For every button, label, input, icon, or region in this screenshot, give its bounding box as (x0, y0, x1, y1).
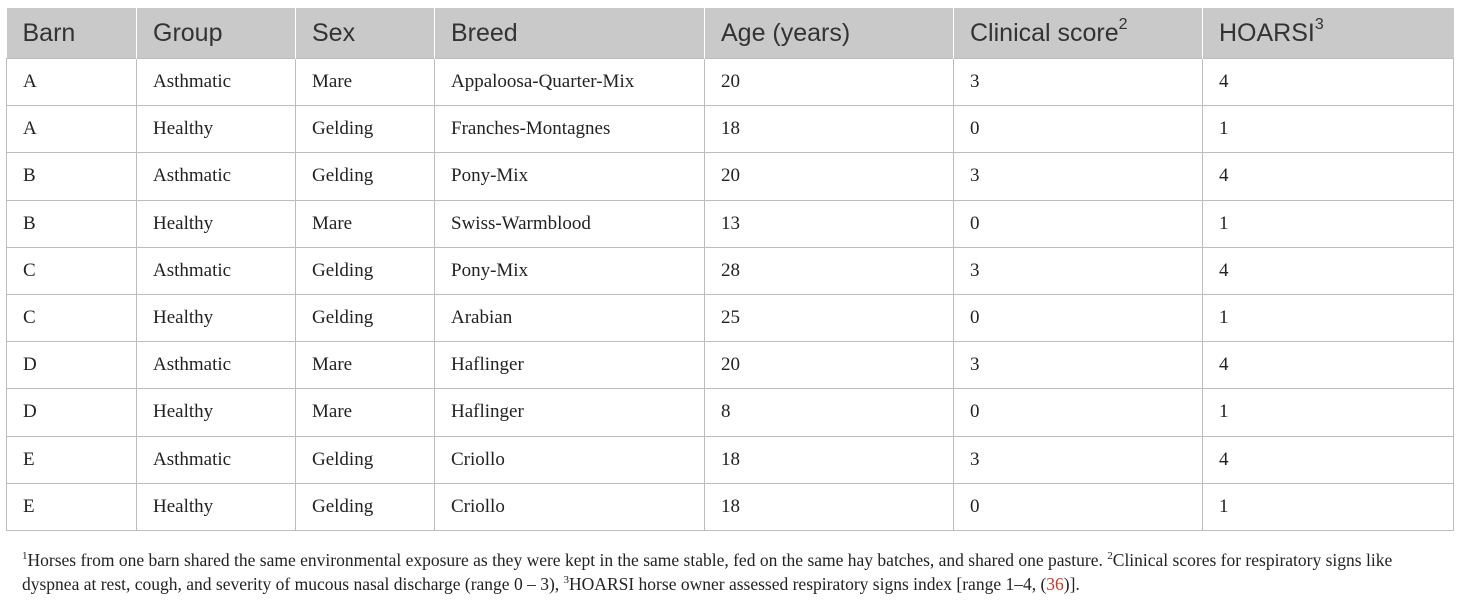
table-cell: Appaloosa-Quarter-Mix (435, 59, 705, 106)
table-cell: Swiss-Warmblood (435, 200, 705, 247)
table-cell: 1 (1203, 483, 1454, 530)
table-cell: D (7, 342, 137, 389)
table-row (7, 342, 1454, 389)
table-cell: 3 (954, 153, 1203, 200)
footnote-text-1: Horses from one barn shared the same environmental exposure as they were kept in the same stable, fed on the same hay batches, and shared one pasture. (27, 550, 1108, 570)
table-cell: 20 (705, 59, 954, 106)
table-cell: Mare (296, 200, 435, 247)
table-cell: 1 (1203, 106, 1454, 153)
table-cell: Healthy (137, 294, 296, 341)
table-cell: 18 (705, 106, 954, 153)
column-header-label: Breed (451, 18, 518, 47)
table-cell: 20 (705, 153, 954, 200)
table-cell: Healthy (137, 389, 296, 436)
footnote-text-2: Clinical scores for respiratory signs like dyspnea at rest, cough, and severity of mucous nasal discharge (range 0 – 3), (22, 550, 1393, 594)
table-cell: Gelding (296, 436, 435, 483)
column-header-label: Group (153, 18, 223, 47)
table-cell: E (7, 436, 137, 483)
column-header (954, 8, 1203, 59)
table-cell: 3 (954, 247, 1203, 294)
table-cell: 4 (1203, 342, 1454, 389)
footnote-marker-1: 1 (22, 550, 28, 563)
table-cell: Pony-Mix (435, 247, 705, 294)
table-cell: Healthy (137, 483, 296, 530)
table-row (7, 294, 1454, 341)
table-cell: D (7, 389, 137, 436)
table-cell: 3 (954, 436, 1203, 483)
column-header (296, 8, 435, 59)
table-cell: 8 (705, 389, 954, 436)
column-header-label: Barn (22, 18, 76, 47)
table-cell: Criollo (435, 436, 705, 483)
table-cell: 1 (1203, 294, 1454, 341)
table-cell: 18 (705, 436, 954, 483)
table-cell: Healthy (137, 200, 296, 247)
table-row (7, 200, 1454, 247)
table-cell: 25 (705, 294, 954, 341)
table-cell: Gelding (296, 153, 435, 200)
table-cell: Mare (296, 389, 435, 436)
column-header-label: HOARSI (1219, 18, 1315, 47)
table-body (7, 59, 1454, 531)
reference-link[interactable]: 36 (1046, 574, 1064, 594)
footnote-marker-3: 3 (563, 574, 570, 587)
table-row (7, 436, 1454, 483)
table-cell: Gelding (296, 483, 435, 530)
table-cell: 0 (954, 389, 1203, 436)
column-header (435, 8, 705, 59)
column-header-label: Clinical score (970, 18, 1119, 47)
table-row (7, 389, 1454, 436)
column-header-footnote-marker: 3 (1314, 16, 1324, 34)
column-header-label: Age (years) (721, 18, 851, 47)
column-header (1203, 8, 1454, 59)
table-footnote (22, 548, 1442, 596)
table-cell: 3 (954, 342, 1203, 389)
table-cell: 1 (1203, 200, 1454, 247)
table-cell: 1 (1203, 389, 1454, 436)
table-cell: Criollo (435, 483, 705, 530)
table-cell: C (7, 294, 137, 341)
table-cell: 20 (705, 342, 954, 389)
table-cell: Arabian (435, 294, 705, 341)
table-cell: 0 (954, 106, 1203, 153)
column-header-label: Sex (312, 18, 356, 47)
table-cell: 4 (1203, 153, 1454, 200)
table-cell: Haflinger (435, 389, 705, 436)
table-cell: Gelding (296, 106, 435, 153)
footnote-text-4: )]. (1063, 574, 1080, 594)
table-cell: Asthmatic (137, 247, 296, 294)
table-header-row (7, 8, 1454, 59)
table-cell: Haflinger (435, 342, 705, 389)
table-cell: Asthmatic (137, 342, 296, 389)
table-cell: Asthmatic (137, 153, 296, 200)
table-row (7, 153, 1454, 200)
data-table-container (6, 8, 1453, 531)
table-cell: 4 (1203, 59, 1454, 106)
table-cell: A (7, 106, 137, 153)
table-cell: Gelding (296, 247, 435, 294)
table-cell: Mare (296, 59, 435, 106)
footnote-marker-2: 2 (1107, 550, 1113, 563)
table-cell: A (7, 59, 137, 106)
table-cell: 13 (705, 200, 954, 247)
table-cell: Healthy (137, 106, 296, 153)
table-cell: Franches-Montagnes (435, 106, 705, 153)
table-cell: B (7, 153, 137, 200)
table-cell: Asthmatic (137, 436, 296, 483)
table-row (7, 247, 1454, 294)
table-row (7, 106, 1454, 153)
table-row (7, 59, 1454, 106)
table-cell: 4 (1203, 247, 1454, 294)
column-header (705, 8, 954, 59)
table-cell: 28 (705, 247, 954, 294)
table-cell: 18 (705, 483, 954, 530)
table-cell: Pony-Mix (435, 153, 705, 200)
table-row (7, 483, 1454, 530)
table-cell: Asthmatic (137, 59, 296, 106)
horse-table (6, 8, 1454, 531)
footnote-text-3: HOARSI horse owner assessed respiratory signs index [range 1–4, ( (569, 574, 1047, 594)
column-header (7, 8, 137, 59)
table-cell: E (7, 483, 137, 530)
table-cell: B (7, 200, 137, 247)
table-cell: 0 (954, 483, 1203, 530)
table-cell: 4 (1203, 436, 1454, 483)
table-cell: Gelding (296, 294, 435, 341)
column-header (137, 8, 296, 59)
table-cell: 3 (954, 59, 1203, 106)
table-cell: Mare (296, 342, 435, 389)
table-cell: 0 (954, 294, 1203, 341)
column-header-footnote-marker: 2 (1118, 16, 1128, 34)
table-cell: 0 (954, 200, 1203, 247)
table-cell: C (7, 247, 137, 294)
